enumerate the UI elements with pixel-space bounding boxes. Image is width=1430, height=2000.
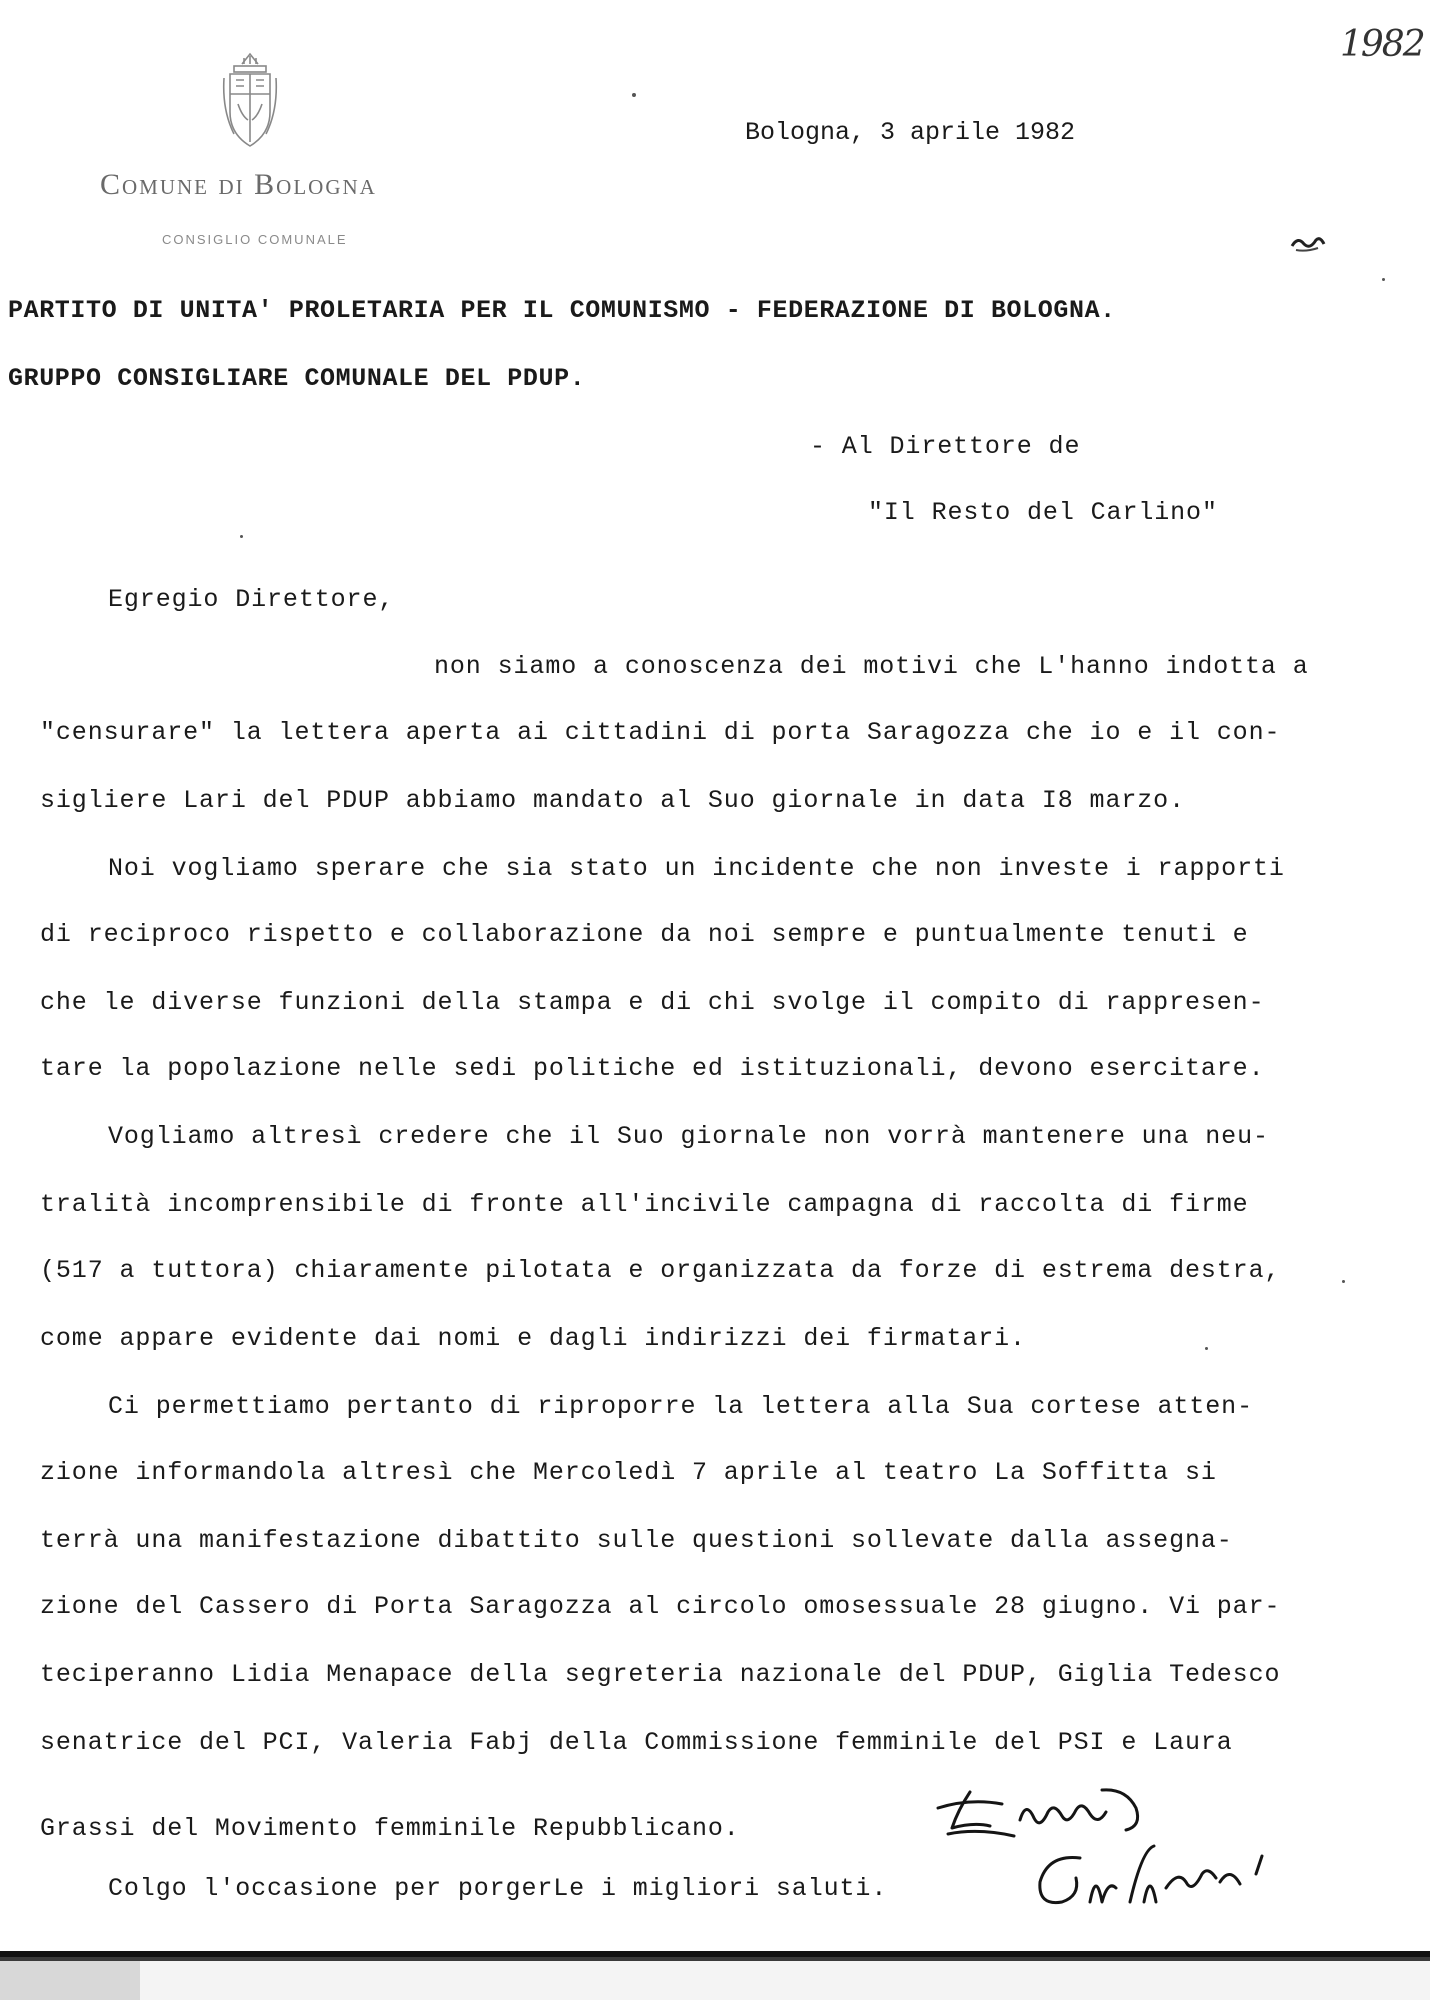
- ink-smudge-icon: [1290, 232, 1326, 254]
- scan-speck: [240, 535, 243, 538]
- body-line: zione del Cassero di Porta Saragozza al circolo omosessuale 28 giugno. Vi par-: [40, 1592, 1281, 1621]
- recipient-line-2: "Il Resto del Carlino": [868, 498, 1218, 527]
- body-line: tralità incomprensibile di fronte all'incivile campagna di raccolta di firme: [40, 1190, 1249, 1219]
- body-line: che le diverse funzioni della stampa e di chi svolge il compito di rappresen-: [40, 988, 1265, 1017]
- scan-speck: [1382, 278, 1385, 281]
- body-line: non siamo a conoscenza dei motivi che L'hanno indotta a: [434, 652, 1309, 681]
- body-line: di reciproco rispetto e collaborazione da noi sempre e puntualmente tenuti e: [40, 920, 1249, 949]
- body-line: senatrice del PCI, Valeria Fabj della Commissione femminile del PSI e Laura: [40, 1728, 1233, 1757]
- body-line: "censurare" la lettera aperta ai cittadini di porta Saragozza che io e il con-: [40, 718, 1281, 747]
- scan-speck: [1342, 1280, 1345, 1283]
- body-line: Ci permettiamo pertanto di riproporre la lettera alla Sua cortese atten-: [108, 1392, 1253, 1421]
- scan-bottom-edge: [0, 1945, 1430, 2000]
- scan-speck: [1205, 1347, 1208, 1350]
- bologna-crest-icon: [220, 50, 280, 150]
- body-line: come appare evidente dai nomi e dagli indirizzi dei firmatari.: [40, 1324, 1026, 1353]
- dateline: Bologna, 3 aprile 1982: [745, 118, 1076, 147]
- body-line: sigliere Lari del PDUP abbiamo mandato al Suo giornale in data I8 marzo.: [40, 786, 1185, 815]
- body-line: (517 a tuttora) chiaramente pilotata e organizzata da forze di estrema destra,: [40, 1256, 1281, 1285]
- header-line-party: PARTITO DI UNITA' PROLETARIA PER IL COMUNISMO - FEDERAZIONE DI BOLOGNA.: [8, 296, 1116, 325]
- body-line: zione informandola altresì che Mercoledì 7 aprile al teatro La Soffitta si: [40, 1458, 1217, 1487]
- council-name: CONSIGLIO COMUNALE: [162, 232, 348, 247]
- body-line: teciperanno Lidia Menapace della segreteria nazionale del PDUP, Giglia Tedesco: [40, 1660, 1281, 1689]
- pencil-year-annotation: 1982: [1340, 24, 1424, 65]
- body-line: Noi vogliamo sperare che sia stato un incidente che non investe i rapporti: [108, 854, 1285, 883]
- header-line-group: GRUPPO CONSIGLIARE COMUNALE DEL PDUP.: [8, 364, 586, 393]
- body-line: Vogliamo altresì credere che il Suo giornale non vorrà mantenere una neu-: [108, 1122, 1269, 1151]
- body-line: tare la popolazione nelle sedi politiche ed istituzionali, devono esercitare.: [40, 1054, 1265, 1083]
- comune-name: Comune di Bologna: [100, 168, 377, 201]
- recipient-line-1: - Al Direttore de: [810, 432, 1081, 461]
- closing-line: Colgo l'occasione per porgerLe i migliori saluti.: [108, 1874, 888, 1903]
- handwritten-signature: [930, 1770, 1330, 1920]
- scan-speck: [632, 93, 636, 97]
- salutation: Egregio Direttore,: [108, 585, 395, 614]
- letterhead: [100, 50, 400, 260]
- body-line: terrà una manifestazione dibattito sulle questioni sollevate dalla assegna-: [40, 1526, 1233, 1555]
- body-line: Grassi del Movimento femminile Repubblicano.: [40, 1814, 740, 1843]
